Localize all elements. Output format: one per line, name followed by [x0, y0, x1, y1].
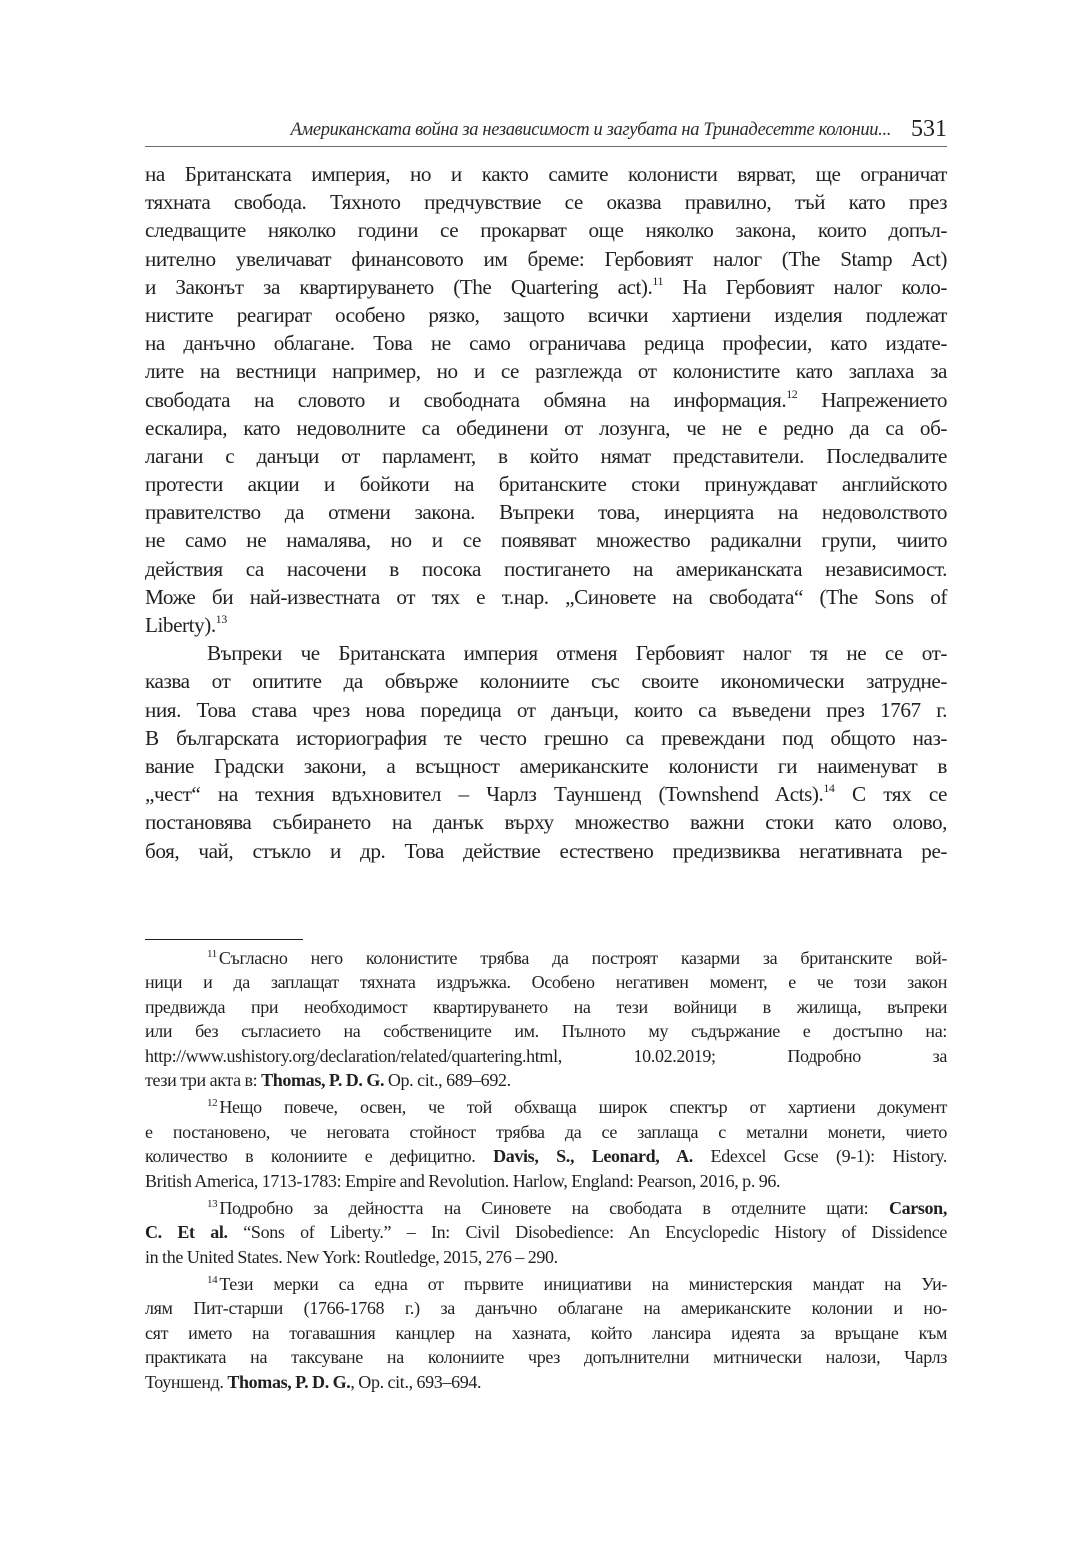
footnote-number: 12: [207, 1097, 218, 1110]
footnote-line: количество в колониите е дефицитно. Davis, S., Leonard, A. Edexcel Gcse (9-1): History.: [145, 1146, 948, 1167]
citation-author: Davis, S., Leonard, A.: [493, 1146, 693, 1167]
citation-author: Thomas, P. D. G.: [227, 1371, 351, 1392]
text-line: не само не намалява, но и се появяват множество радикални групи, чиито: [145, 528, 947, 553]
text-line: на данъчно облагане. Това не само ограничава редица професии, като издате-: [145, 331, 947, 356]
footnote-ref-12[interactable]: 12: [786, 386, 798, 401]
citation-author: Thomas, P. D. G.: [261, 1069, 385, 1090]
text-line: тяхната свобода. Тяхното предчувствие се оказва правилно, тъй като през: [145, 190, 947, 215]
footnote-link[interactable]: http://www.ushistory.org/declaration/related/quartering.html, 10.02.2019; Подробно за: [145, 1045, 947, 1066]
text-line: боя, чай, стъкло и др. Това действие естествено предизвиква негативната ре-: [145, 838, 947, 863]
footnote-13: [145, 1196, 947, 1269]
citation-author: C. Et al.: [145, 1222, 228, 1243]
text-line: лагани с данъци от парламент, в който нямат представители. Последвалите: [145, 443, 947, 468]
footnote-11: [145, 946, 947, 1092]
footnote-ref-11[interactable]: 11: [652, 273, 664, 288]
footnote-line: Тоуншенд. Thomas, P. D. G., Op. cit., 693–694.: [145, 1371, 482, 1392]
footnote-line: $^{12}$ Нещо повече, освен, че той обхваща широк спектър от хартиени документ: [207, 1097, 947, 1118]
footnote-line: сят името на тогавашния канцлер на хазната, който лансира идеята за връщане към: [145, 1322, 947, 1343]
footnote-line: ници и да заплащат тяхната издръжка. Особено негативен момент, е че този закон: [145, 972, 947, 993]
text-line: Въпреки че Британската империя отменя Гербовият налог тя не се от-: [207, 641, 947, 666]
text-line: нистите реагират особено рязко, защото всички хартиени изделия подлежат: [145, 302, 947, 327]
footnote-ref-14[interactable]: 14: [823, 781, 835, 796]
text-line: Liberty).$^{13}$: [145, 612, 227, 637]
footnote-12: [145, 1095, 947, 1193]
footnote-line: C. Et al. “Sons of Liberty.” – In: Civil Disobedience: An Encyclopedic History of Dissidence: [145, 1222, 947, 1243]
text-line: казва от опитите да обвърже колониите със своите икономически затрудне-: [145, 669, 947, 694]
citation-author: Carson,: [888, 1197, 947, 1218]
text-line: протести акции и бойкоти на британските стоки принуждават английското: [145, 472, 947, 497]
text-line: постановява събирането на данък върху множество важни стоки като олово,: [145, 810, 947, 835]
footnote-number: 13: [207, 1197, 218, 1210]
footnote-line: предвижда при необходимост квартируването на тези войници в жилища, въпреки: [145, 996, 947, 1017]
text-line: вание Градски закони, а всъщност американските колонисти ги наименуват в: [145, 753, 947, 778]
footnote-ref-13[interactable]: 13: [215, 612, 227, 626]
footnotes: [145, 946, 947, 1397]
footnote-separator: [145, 939, 303, 940]
footnote-line: $^{11}$ Съгласно него колонистите трябва да построят казарми за британските вой-: [207, 948, 947, 968]
text-line: В българската историография те често грешно са превеждани под общото наз-: [145, 725, 947, 750]
footnote-number: 11: [207, 948, 217, 960]
footnote-line: $^{14}$ Тези мерки са една от първите инициативи на министерския мандат на Уи-: [207, 1274, 947, 1295]
text-line: правителство да отмени закона. Въпреки това, инерцията на недоволството: [145, 500, 947, 525]
running-header: [145, 116, 947, 147]
text-line: лите на вестници например, но и се разглежда от колонистите като заплаха за: [145, 359, 947, 384]
footnote-line: [145, 1044, 947, 1068]
text-line: на Британската империя, но и както самите колонисти вярват, ще ограничат: [145, 162, 947, 186]
footnote-14: [145, 1272, 947, 1394]
text-line: свободата на словото и свободната обмяна на информация.$^{12}$ Напрежението: [145, 386, 947, 412]
footnote-line: или без съгласието на собствениците им. Пълното му съдържание е достъпно на:: [145, 1021, 947, 1042]
footnote-line: British America, 1713-1783: Empire and Revolution. Harlow, England: Pearson, 2016, p. 96.: [145, 1170, 781, 1191]
text-line: ескалира, като недоволните са обединени от лозунга, че не е редно да са об-: [145, 415, 947, 440]
text-line: следващите няколко години се прокарват още няколко закона, които допъл-: [145, 218, 947, 243]
text-line: Може би най-известната от тях е т.нар. „Синовете на свободата“ (The Sons of: [145, 584, 947, 609]
running-title: Американската война за независимост и загубата на Тринадесетте колонии...: [290, 120, 891, 140]
text-line: действия са насочени в посока постигането на американската независимост.: [145, 556, 947, 581]
footnote-line: in the United States. New York: Routledge, 2015, 276 – 290.: [145, 1246, 558, 1267]
text-line: нително увеличават финансовото им бреме: Гербовият налог (The Stamp Act): [145, 246, 947, 271]
text-line: и Законът за квартируването (The Quartering act).$^{11}$ На Гербовият налог коло-: [145, 273, 947, 299]
paragraph-2: [145, 639, 947, 865]
footnote-line: $^{13}$ Подробно за дейността на Синовете на свободата в отделните щати: Carson,: [207, 1197, 947, 1218]
page-number: 531: [911, 116, 947, 142]
text-line: „чест“ на техния вдъхновител – Чарлз Тауншенд (Townshend Acts).$^{14}$ С тях се: [145, 781, 947, 807]
main-text: [145, 160, 947, 865]
paragraph-1: [145, 160, 947, 639]
footnote-line: лям Пит-старши (1766-1768 г.) за данъчно облагане на американските колонии и но-: [145, 1298, 947, 1319]
text-line: ния. Това става чрез нова поредица от данъци, които са въведени през 1767 г.: [145, 697, 947, 722]
footnote-line: практиката на таксуване на колониите чрез допълнителни митнически налози, Чарлз: [145, 1347, 947, 1368]
footnote-line: е постановено, че неговата стойност трябва да се заплаща с метални монети, чието: [145, 1121, 947, 1142]
footnote-number: 14: [207, 1274, 218, 1287]
footnote-line: тези три акта в: Thomas, P. D. G. Op. cit., 689–692.: [145, 1069, 511, 1090]
